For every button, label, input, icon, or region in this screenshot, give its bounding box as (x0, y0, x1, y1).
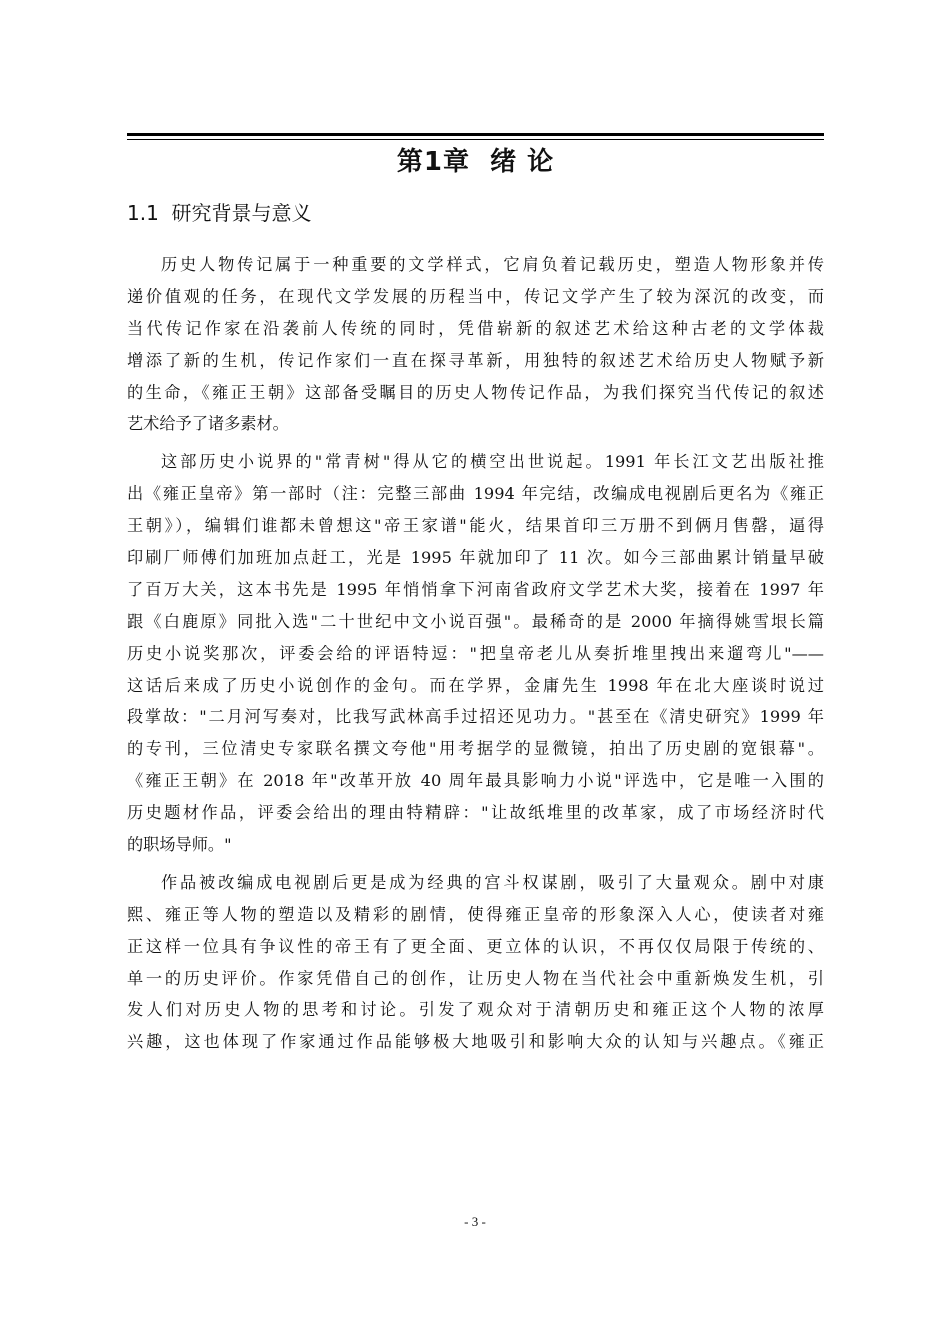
text-line: 正这样一位具有争议性的帝王有了更全面、更立体的认识，不再仅仅局限于传统的、 (127, 936, 824, 956)
text-line: 的生命，《雍正王朝》这部备受瞩目的历史人物传记作品，为我们探究当代传记的叙述 (127, 382, 824, 402)
text-line: 熙、雍正等人物的塑造以及精彩的剧情，使得雍正皇帝的形象深入人心，使读者对雍 (127, 904, 824, 924)
text-line: 历史题材作品，评委会给出的理由特精辟："让故纸堆里的改革家，成了市场经济时代 (127, 803, 824, 823)
text-line: 的专刊，三位清史专家联名撰文夸他"用考据学的显微镜，拍出了历史剧的宽银幕"。 (127, 739, 824, 759)
text-line: 这话后来成了历史小说创作的金句。而在学界，金庸先生 1998 年在北大座谈时说过 (127, 675, 824, 695)
text-line: 历史小说奖那次，评委会给的评语特逗："把皇帝老儿从奏折堆里拽出来遛弯儿"—— (127, 643, 824, 663)
text-line: 的职场导师。" (127, 835, 232, 855)
chapter-title: 第1章 绪 论 (396, 147, 555, 177)
text-line: 增添了新的生机，传记作家们一直在探寻革新，用独特的叙述艺术给历史人物赋予新 (127, 350, 824, 370)
text-line: 当代传记作家在沿袭前人传统的同时，凭借崭新的叙述艺术给这种古老的文学体裁 (127, 318, 824, 338)
paragraph (127, 446, 824, 861)
chapter-top-rule-thick (127, 133, 824, 136)
text-line: 作品被改编成电视剧后更是成为经典的宫斗权谋剧，吸引了大量观众。剧中对康 (161, 872, 824, 892)
text-line: 了百万大关，这本书先是 1995 年悄悄拿下河南省政府文学艺术大奖，接着在 1997 年 (127, 579, 824, 599)
text-line: 发人们对历史人物的思考和讨论。引发了观众对于清朝历史和雍正这个人物的浓厚 (127, 1000, 824, 1020)
text-line: 兴趣，这也体现了作家通过作品能够极大地吸引和影响大众的认知与兴趣点。《雍正 (127, 1032, 824, 1052)
text-line: 出《雍正皇帝》第一部时（注：完整三部曲 1994 年完结，改编成电视剧后更名为《雍正 (127, 484, 824, 504)
text-line: 跟《白鹿原》同批入选"二十世纪中文小说百强"。最稀奇的是 2000 年摘得姚雪垠长篇 (127, 611, 824, 631)
text-line: 单一的历史评价。作家凭借自己的创作，让历史人物在当代社会中重新焕发生机，引 (127, 968, 824, 988)
body-text (127, 249, 824, 1058)
text-line: 《雍正王朝》在 2018 年"改革开放 40 周年最具影响力小说"评选中，它是唯一入围的 (127, 771, 824, 791)
text-line: 王朝》），编辑们谁都未曾想这"帝王家谱"能火，结果首印三万册不到俩月售罄，逼得 (127, 516, 824, 536)
text-line: 艺术给予了诸多素材。 (127, 414, 289, 434)
paragraph (127, 867, 824, 1058)
section-title: 1.1 研究背景与意义 (127, 201, 312, 225)
text-line: 这部历史小说界的"常青树"得从它的横空出世说起。1991 年长江文艺出版社推 (161, 452, 824, 472)
text-line: 段掌故："二月河写奏对，比我写武林高手过招还见功力。"甚至在《清史研究》1999 年 (127, 707, 824, 727)
chapter-top-rule-thin (127, 139, 824, 140)
text-line: 历史人物传记属于一种重要的文学样式，它肩负着记载历史，塑造人物形象并传 (161, 255, 824, 274)
text-line: 印刷厂师傅们加班加点赶工，光是 1995 年就加印了 11 次。如今三部曲累计销量早破 (127, 548, 824, 568)
page-number: - 3 - (464, 1214, 486, 1229)
text-line: 递价值观的任务，在现代文学发展的历程当中，传记文学产生了较为深沉的改变，而 (127, 286, 824, 306)
paragraph (127, 249, 824, 440)
